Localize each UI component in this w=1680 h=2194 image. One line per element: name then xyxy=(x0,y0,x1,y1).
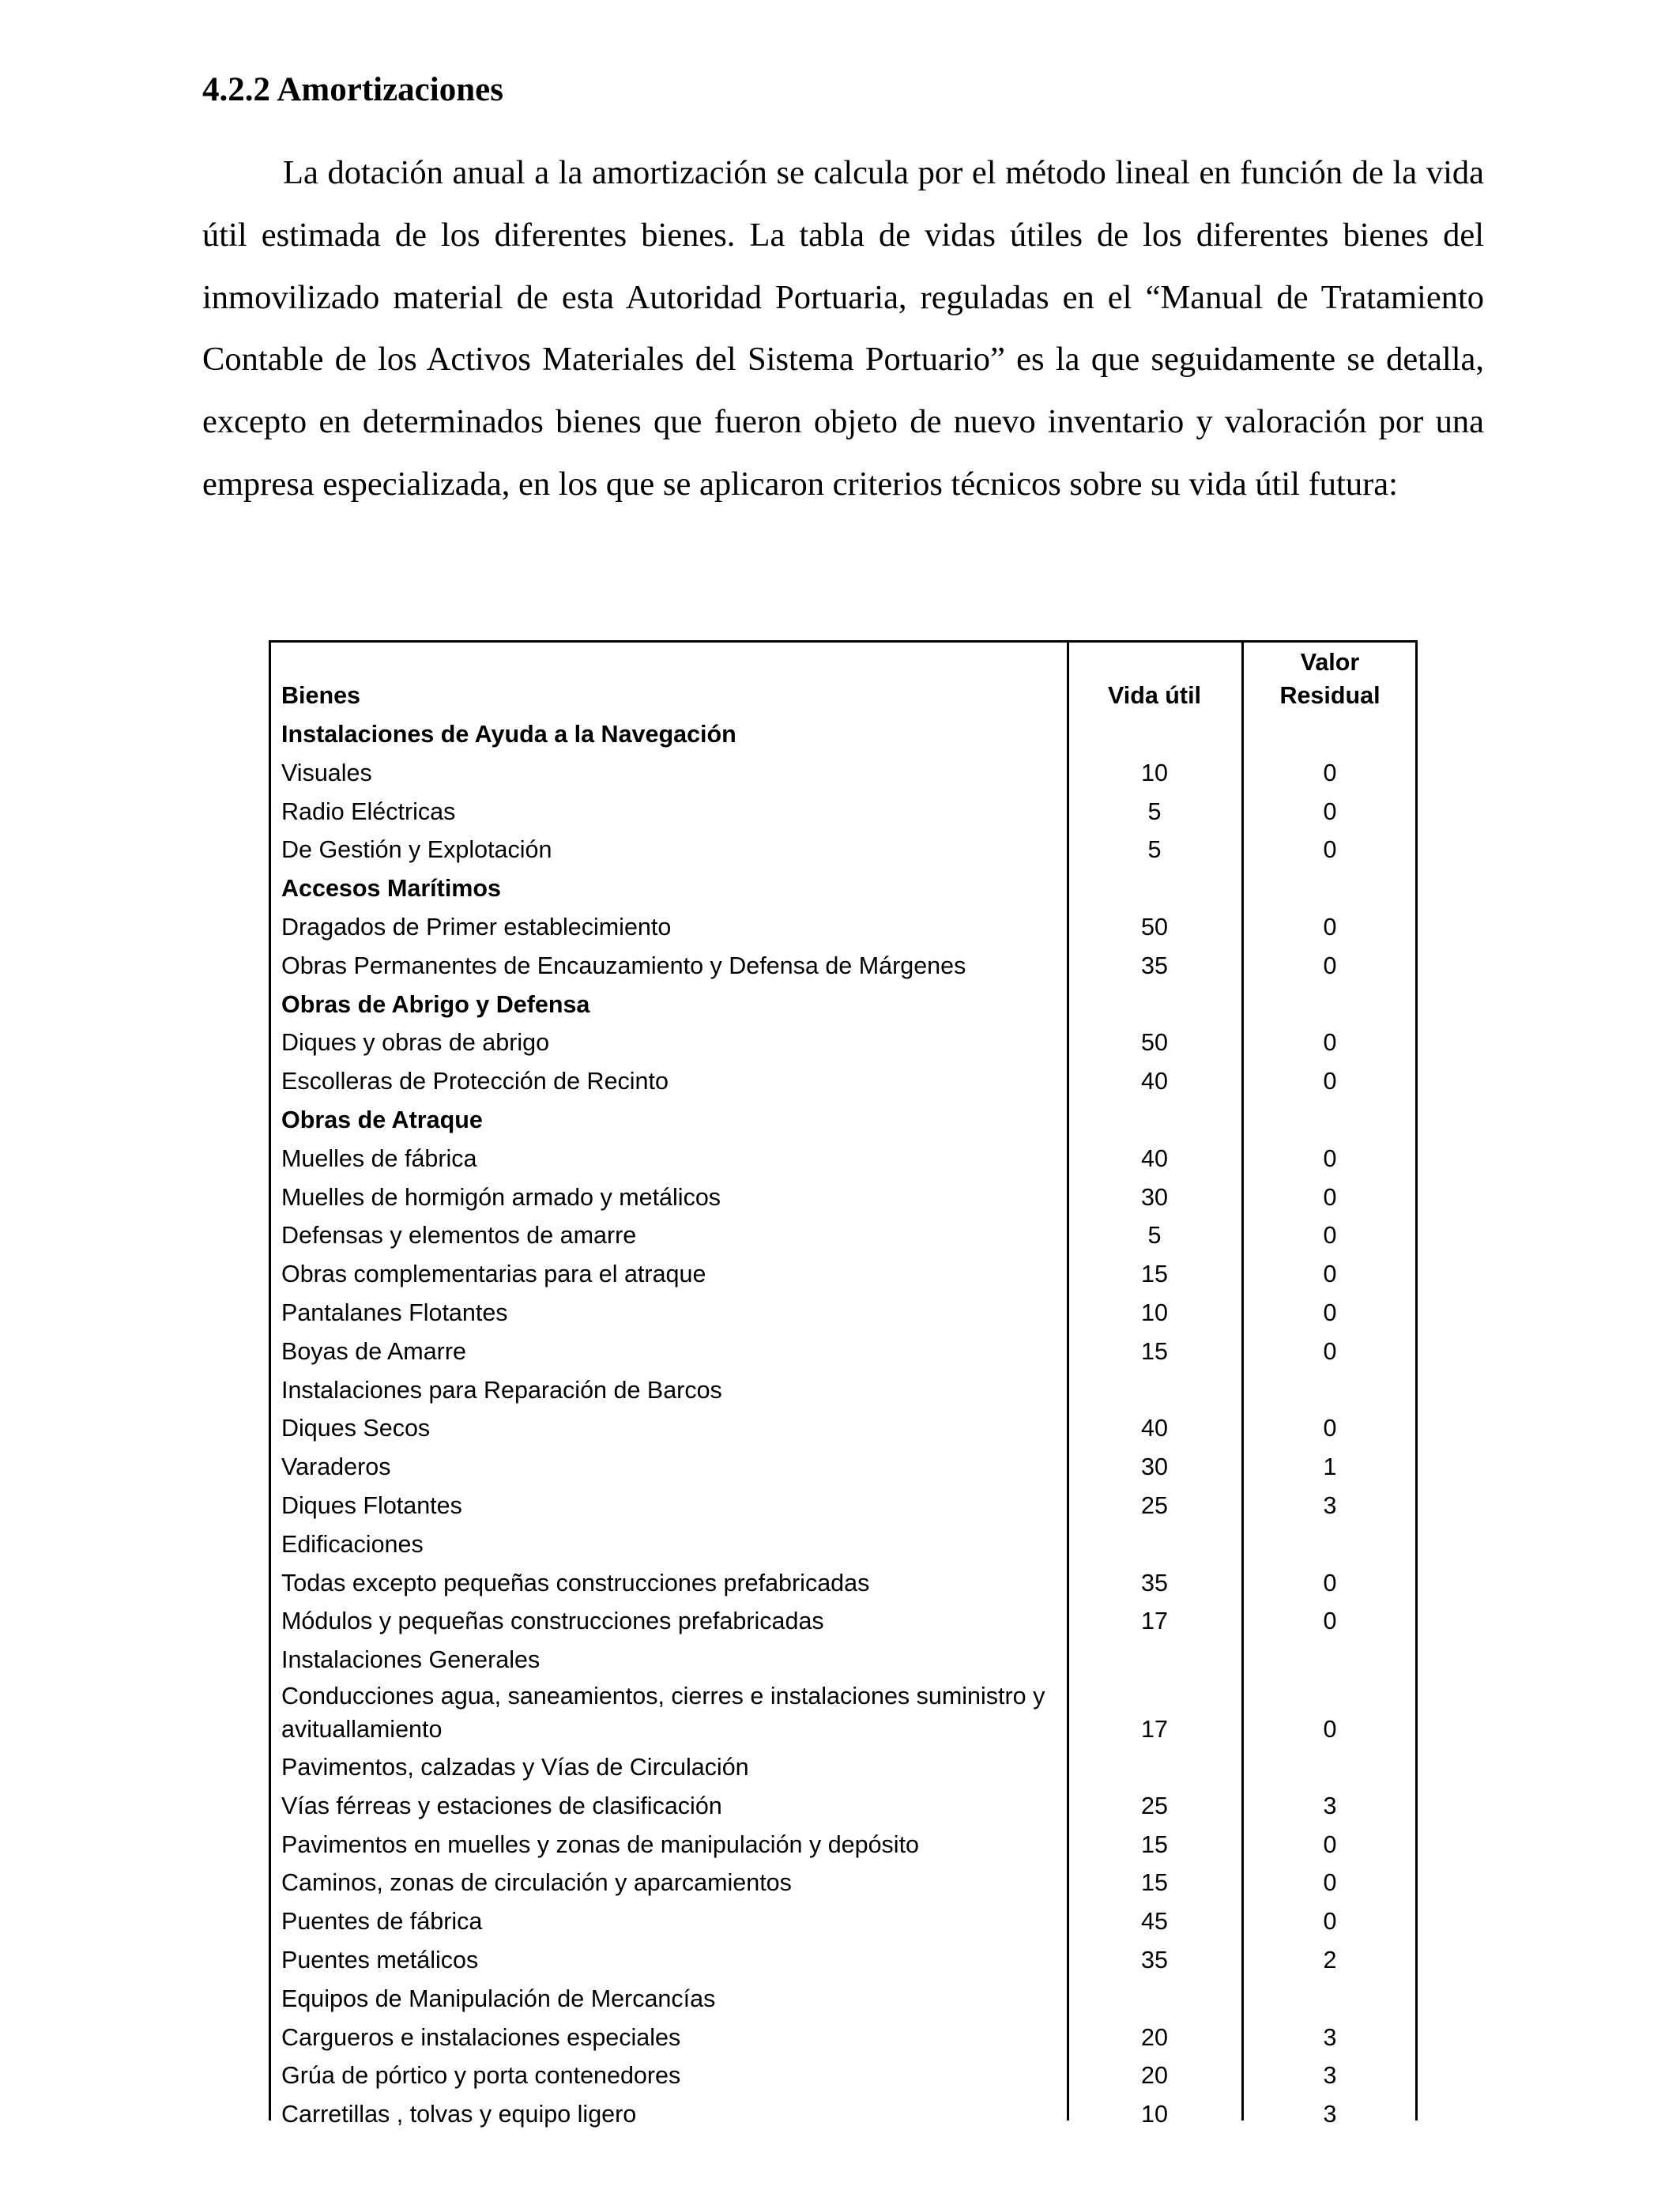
header-valor-residual-line1: Valor xyxy=(1300,649,1360,676)
vida-util-cell: 45 xyxy=(1141,1908,1168,1936)
bien-cell: Radio Eléctricas xyxy=(281,797,456,825)
valor-residual-cell xyxy=(1242,1980,1418,2019)
header-valor-residual xyxy=(1242,643,1418,715)
bien-cell: Vías férreas y estaciones de clasificación xyxy=(281,1792,722,1819)
vida-util-cell: 10 xyxy=(1141,1299,1168,1326)
valor-residual-cell: 0 xyxy=(1323,1608,1337,1635)
table-row xyxy=(269,1409,1418,1448)
bien-cell: Muelles de hormigón armado y metálicos xyxy=(281,1183,721,1211)
valor-residual-cell: 0 xyxy=(1323,1068,1337,1095)
table-row xyxy=(269,1062,1418,1101)
vida-util-cell: 10 xyxy=(1141,2101,1168,2128)
table-body xyxy=(269,715,1418,2134)
valor-residual-cell: 0 xyxy=(1323,1715,1337,1743)
bien-cell: Pavimentos en muelles y zonas de manipulación y depósito xyxy=(281,1830,920,1858)
valor-residual-cell xyxy=(1242,1641,1418,1679)
bien-cell: Módulos y pequeñas construcciones prefabricadas xyxy=(281,1608,824,1635)
vida-util-cell: 35 xyxy=(1141,952,1168,979)
vida-util-cell xyxy=(1067,1641,1242,1679)
bien-cell: Boyas de Amarre xyxy=(281,1337,466,1365)
bien-cell: Puentes de fábrica xyxy=(281,1908,483,1936)
valor-residual-cell: 3 xyxy=(1323,1792,1337,1819)
table-row xyxy=(269,1787,1418,1826)
bien-cell: Obras de Atraque xyxy=(281,1106,483,1133)
valor-residual-cell: 0 xyxy=(1323,952,1337,979)
section-row xyxy=(269,1101,1418,1140)
vida-util-cell: 50 xyxy=(1141,1029,1168,1057)
bien-cell: Obras de Abrigo y Defensa xyxy=(281,990,590,1018)
table-row xyxy=(269,1941,1418,1980)
vida-util-cell: 17 xyxy=(1141,1715,1168,1743)
valor-residual-cell: 3 xyxy=(1323,2023,1337,2051)
header-vida-util: Vida útil xyxy=(1107,682,1202,709)
vida-util-cell: 35 xyxy=(1141,1569,1168,1596)
bien-cell: Equipos de Manipulación de Mercancías xyxy=(281,1985,716,2012)
valor-residual-cell: 0 xyxy=(1323,1144,1337,1172)
bien-cell: Edificaciones xyxy=(281,1530,424,1558)
table-row xyxy=(269,1333,1418,1371)
bien-cell: Caminos, zonas de circulación y aparcamientos xyxy=(281,1869,792,1897)
bien-cell: Diques Secos xyxy=(281,1415,431,1442)
bien-cell: Pavimentos, calzadas y Vías de Circulación xyxy=(281,1753,749,1781)
vida-util-cell: 5 xyxy=(1147,1222,1162,1250)
table-row xyxy=(269,2019,1418,2057)
vida-util-cell: 15 xyxy=(1141,1830,1168,1858)
body-paragraph: La dotación anual a la amortización se calcula por el método lineal en función de la vida útil estimada de los diferentes bienes. La tabla de vidas útiles de los diferentes bienes del inmovilizado material de esta Autoridad Portuaria, reguladas en el “Manual de Tratamiento Contable de los Activos Materiales del Sistema Portuario” es la que seguidamente se detalla, excepto en determinados bienes que fueron objeto de nuevo inventario y valoración por una empresa especializada, en los que se aplicaron criterios técnicos sobre su vida útil futura: xyxy=(202,154,1484,503)
bien-cell: Cargueros e instalaciones especiales xyxy=(281,2023,681,2051)
section-row xyxy=(269,715,1418,754)
vida-util-cell xyxy=(1067,715,1242,754)
valor-residual-cell: 1 xyxy=(1323,1453,1337,1481)
valor-residual-cell xyxy=(1242,986,1418,1024)
section-row xyxy=(269,869,1418,908)
vida-util-cell: 17 xyxy=(1141,1608,1168,1635)
vida-util-cell xyxy=(1067,1980,1242,2019)
valor-residual-cell: 0 xyxy=(1323,1908,1337,1936)
vida-util-cell xyxy=(1067,1748,1242,1787)
table-row xyxy=(269,947,1418,986)
section-heading: 4.2.2 Amortizaciones xyxy=(202,71,503,108)
valor-residual-cell: 0 xyxy=(1323,1869,1337,1897)
valor-residual-cell: 0 xyxy=(1323,1299,1337,1326)
bien-cell: Instalaciones de Ayuda a la Navegación xyxy=(281,721,736,748)
vida-util-cell xyxy=(1067,1101,1242,1140)
table-grid xyxy=(269,643,1418,2134)
bien-cell: Dragados de Primer establecimiento xyxy=(281,913,672,941)
vida-util-cell xyxy=(1067,1371,1242,1410)
vida-util-cell xyxy=(1067,986,1242,1024)
bien-cell: Obras complementarias para el atraque xyxy=(281,1261,706,1288)
valor-residual-cell: 0 xyxy=(1323,797,1337,825)
bien-cell: Diques Flotantes xyxy=(281,1491,462,1519)
table-row xyxy=(269,1564,1418,1603)
header-valor-residual-line2: Residual xyxy=(1279,682,1381,709)
valor-residual-cell xyxy=(1242,1525,1418,1564)
vida-util-cell: 30 xyxy=(1141,1453,1168,1481)
valor-residual-cell: 0 xyxy=(1323,836,1337,864)
table-row xyxy=(269,754,1418,793)
header-bienes: Bienes xyxy=(281,682,361,709)
vida-util-cell: 20 xyxy=(1141,2062,1168,2090)
valor-residual-cell: 0 xyxy=(1323,1569,1337,1596)
table-row xyxy=(269,1140,1418,1178)
valor-residual-cell xyxy=(1242,1101,1418,1140)
table-row xyxy=(269,1448,1418,1487)
valor-residual-cell xyxy=(1242,1748,1418,1787)
valor-residual-cell xyxy=(1242,869,1418,908)
table-row xyxy=(269,793,1418,831)
group-row xyxy=(269,1980,1418,2019)
valor-residual-cell: 3 xyxy=(1323,2062,1337,2090)
valor-residual-cell xyxy=(1242,715,1418,754)
bien-cell: Instalaciones para Reparación de Barcos xyxy=(281,1376,722,1404)
valor-residual-cell: 0 xyxy=(1323,1261,1337,1288)
bien-cell: Muelles de fábrica xyxy=(281,1144,477,1172)
bien-cell: Instalaciones Generales xyxy=(281,1646,541,1674)
bien-cell: Todas excepto pequeñas construcciones prefabricadas xyxy=(281,1569,870,1596)
table-row xyxy=(269,1216,1418,1255)
valor-residual-cell: 0 xyxy=(1323,1830,1337,1858)
vida-util-cell: 40 xyxy=(1141,1415,1168,1442)
group-row xyxy=(269,1371,1418,1410)
valor-residual-cell: 0 xyxy=(1323,1337,1337,1365)
group-row xyxy=(269,1748,1418,1787)
valor-residual-cell xyxy=(1242,1371,1418,1410)
vida-util-cell: 15 xyxy=(1141,1261,1168,1288)
vida-util-cell: 5 xyxy=(1147,836,1162,864)
vida-util-cell: 15 xyxy=(1141,1337,1168,1365)
bien-cell: Carretillas , tolvas y equipo ligero xyxy=(281,2101,637,2128)
table-row xyxy=(269,1902,1418,1941)
table-row xyxy=(269,831,1418,869)
valor-residual-cell: 0 xyxy=(1323,759,1337,786)
vida-util-cell: 50 xyxy=(1141,913,1168,941)
vida-util-cell: 40 xyxy=(1141,1144,1168,1172)
table-row xyxy=(269,2095,1418,2134)
vida-util-cell: 25 xyxy=(1141,1792,1168,1819)
table-row xyxy=(269,1294,1418,1333)
bien-cell: Escolleras de Protección de Recinto xyxy=(281,1068,669,1095)
group-row xyxy=(269,1641,1418,1679)
bien-cell: Pantalanes Flotantes xyxy=(281,1299,508,1326)
bien-cell: Varaderos xyxy=(281,1453,391,1481)
table-header-row xyxy=(269,643,1418,715)
table-row xyxy=(269,1602,1418,1641)
group-row xyxy=(269,1525,1418,1564)
bien-cell: Defensas y elementos de amarre xyxy=(281,1222,637,1250)
amortization-table xyxy=(269,640,1418,2128)
vida-util-cell: 35 xyxy=(1141,1946,1168,1973)
table-row xyxy=(269,1487,1418,1525)
table-row xyxy=(269,1023,1418,1062)
valor-residual-cell: 3 xyxy=(1323,1491,1337,1519)
bien-cell: Diques y obras de abrigo xyxy=(281,1029,550,1057)
vida-util-cell: 15 xyxy=(1141,1869,1168,1897)
valor-residual-cell: 0 xyxy=(1323,1222,1337,1250)
table-row xyxy=(269,908,1418,947)
valor-residual-cell: 0 xyxy=(1323,1415,1337,1442)
bien-cell: Puentes metálicos xyxy=(281,1946,479,1973)
bien-cell: De Gestión y Explotación xyxy=(281,836,552,864)
vida-util-cell: 5 xyxy=(1147,797,1162,825)
vida-util-cell: 10 xyxy=(1141,759,1168,786)
valor-residual-cell: 0 xyxy=(1323,1183,1337,1211)
table-row xyxy=(269,1826,1418,1864)
bien-cell: Obras Permanentes de Encauzamiento y Defensa de Márgenes xyxy=(281,952,966,979)
bien-cell: Accesos Marítimos xyxy=(281,875,501,903)
vida-util-cell xyxy=(1067,1525,1242,1564)
valor-residual-cell: 0 xyxy=(1323,1029,1337,1057)
vida-util-cell: 40 xyxy=(1141,1068,1168,1095)
table-row xyxy=(269,1178,1418,1217)
valor-residual-cell: 3 xyxy=(1323,2101,1337,2128)
table-row xyxy=(269,1255,1418,1294)
bien-cell: Conducciones agua, saneamientos, cierres e instalaciones suministro y avituallamiento xyxy=(281,1682,1045,1743)
vida-util-cell: 20 xyxy=(1141,2023,1168,2051)
bien-cell: Grúa de pórtico y porta contenedores xyxy=(281,2062,681,2090)
table-row xyxy=(269,2056,1418,2095)
table-row xyxy=(269,1864,1418,1902)
table-row xyxy=(269,1679,1418,1748)
section-row xyxy=(269,986,1418,1024)
valor-residual-cell: 0 xyxy=(1323,913,1337,941)
bien-cell: Visuales xyxy=(281,759,372,786)
vida-util-cell: 25 xyxy=(1141,1491,1168,1519)
vida-util-cell: 30 xyxy=(1141,1183,1168,1211)
vida-util-cell xyxy=(1067,869,1242,908)
valor-residual-cell: 2 xyxy=(1323,1946,1337,1973)
